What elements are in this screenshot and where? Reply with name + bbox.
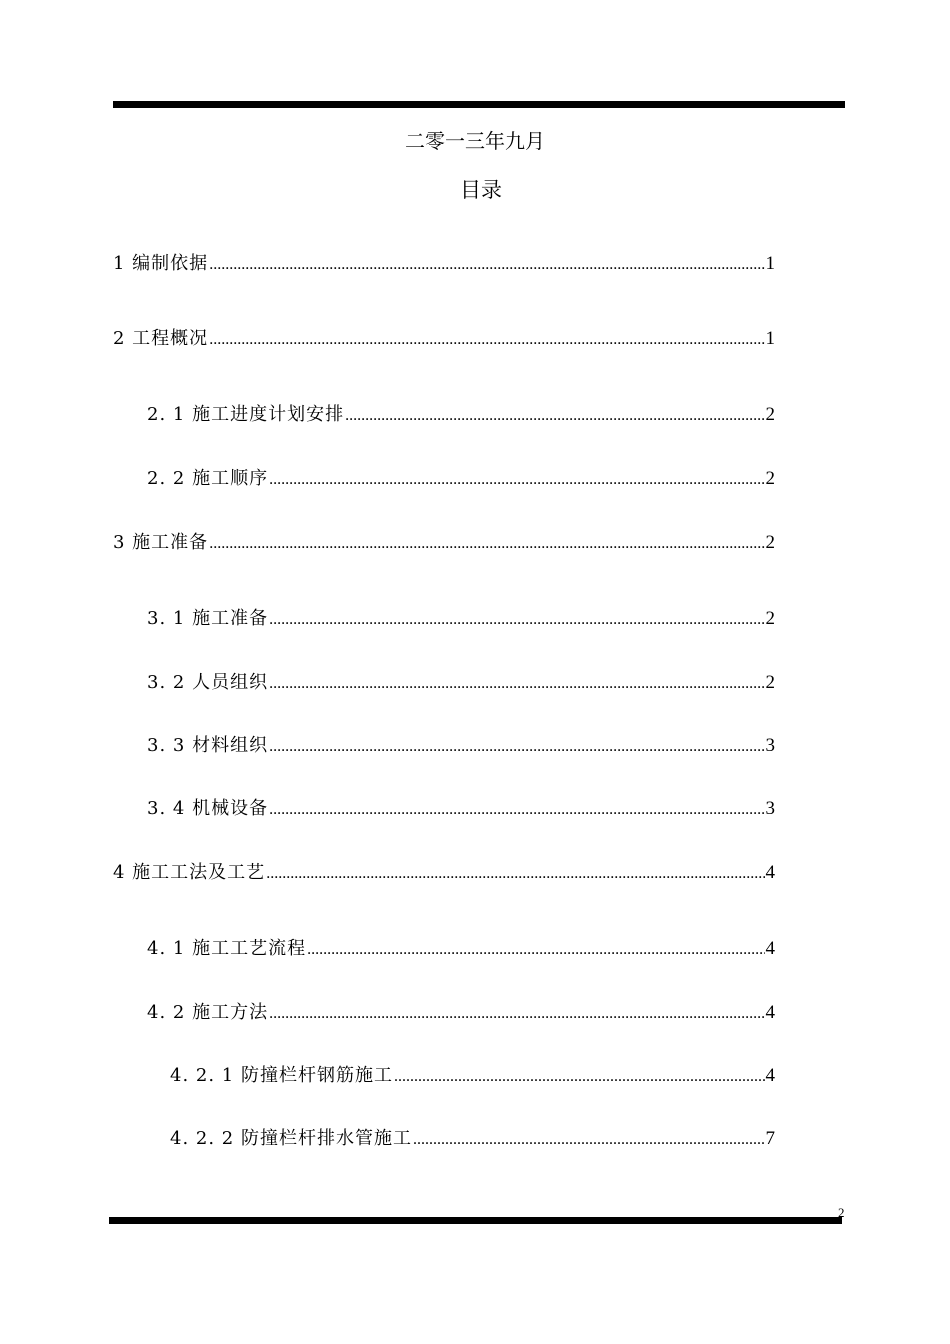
toc-page-number: 2 [765,532,775,553]
dot-leader [269,672,764,696]
toc-entry-4-1[interactable] [147,937,775,962]
toc-entry-label: 3. 3 材料组织 [147,735,269,756]
toc-entry-1[interactable] [113,252,775,277]
dot-leader [269,798,764,822]
toc-entry-label: 4 施工工法及工艺 [113,862,266,883]
toc-entry-2[interactable] [113,327,775,352]
toc-entry-label: 3. 2 人员组织 [147,672,269,693]
dot-leader [269,608,764,632]
footer-rule [109,1217,842,1224]
toc-entry-4[interactable] [113,861,775,886]
dot-leader [413,1128,765,1152]
toc-entry-label: 4. 1 施工工艺流程 [147,938,307,959]
dot-leader [394,1065,765,1089]
toc-entry-2-2[interactable] [147,467,775,492]
dot-leader [209,532,764,556]
toc-entry-4-2[interactable] [147,1001,775,1026]
toc-page-number: 4 [765,862,775,883]
toc-page-number: 2 [765,404,775,425]
toc-page-number: 3 [765,798,775,819]
toc-entry-4-2-2[interactable] [170,1127,775,1152]
document-date: 二零一三年九月 [405,129,545,153]
toc-entry-label: 4. 2. 1 防撞栏杆钢筋施工 [170,1065,393,1086]
toc-entry-label: 3. 1 施工准备 [147,608,269,629]
toc-entry-3-2[interactable] [147,671,775,696]
dot-leader [269,468,764,492]
toc-page-number: 1 [765,328,775,349]
toc-entry-2-1[interactable] [147,403,775,428]
toc-entry-3[interactable] [113,531,775,556]
dot-leader [269,1002,764,1026]
toc-entry-label: 4. 2. 2 防撞栏杆排水管施工 [170,1128,412,1149]
toc-entry-label: 1 编制依据 [113,253,209,274]
toc-entry-label: 4. 2 施工方法 [147,1002,269,1023]
dot-leader [345,404,764,428]
toc-page-number: 3 [765,735,775,756]
toc-page-number: 4 [765,938,775,959]
toc-page-number: 1 [765,253,775,274]
dot-leader [269,735,764,759]
dot-leader [266,862,764,886]
dot-leader [307,938,764,962]
toc-page-number: 2 [765,672,775,693]
toc-entry-3-3[interactable] [147,734,775,759]
footer-page-number: 2 [838,1205,845,1220]
toc-entry-4-2-1[interactable] [170,1064,775,1089]
dot-leader [209,253,764,277]
header-rule [113,101,845,108]
toc-entry-label: 2. 1 施工进度计划安排 [147,404,345,425]
toc-page-number: 4 [765,1065,775,1086]
dot-leader [209,328,764,352]
toc-entry-label: 3 施工准备 [113,532,209,553]
toc-entry-3-1[interactable] [147,607,775,632]
toc-page-number: 7 [765,1128,775,1149]
toc-entry-3-4[interactable] [147,797,775,822]
toc-title: 目录 [460,178,502,202]
toc-entry-label: 2 工程概况 [113,328,209,349]
toc-entry-label: 2. 2 施工顺序 [147,468,269,489]
toc-page-number: 2 [765,468,775,489]
toc-entry-label: 3. 4 机械设备 [147,798,269,819]
toc-page-number: 2 [765,608,775,629]
toc-page-number: 4 [765,1002,775,1023]
